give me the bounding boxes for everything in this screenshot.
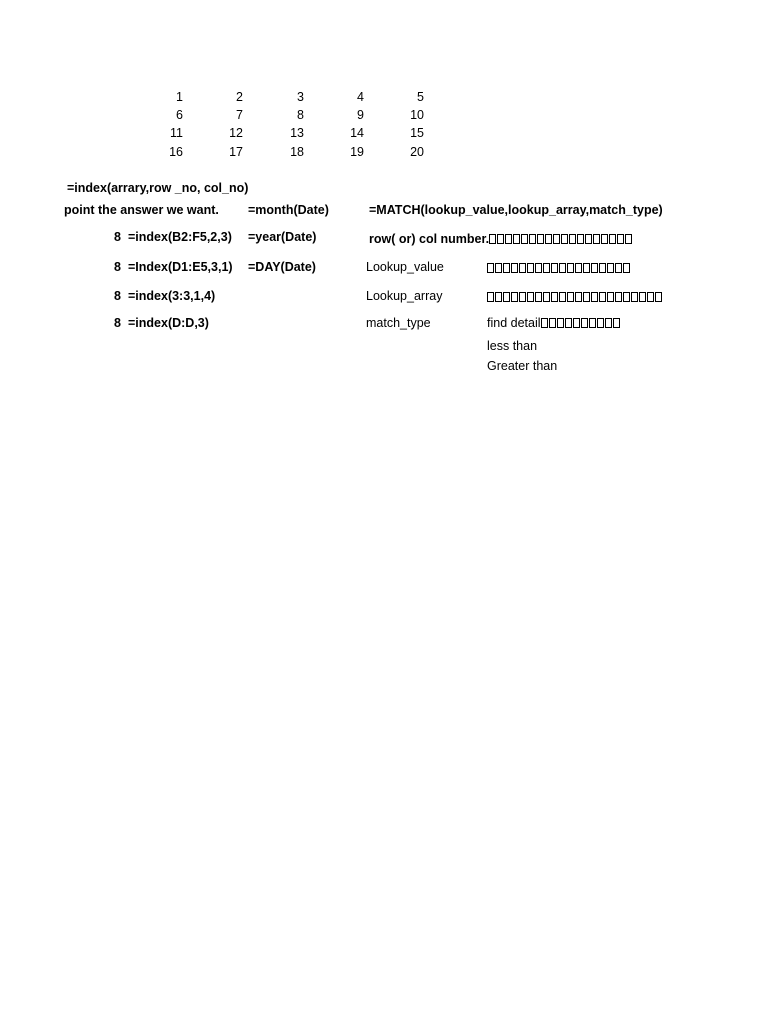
missing-glyph-box xyxy=(581,318,588,328)
missing-glyph-box xyxy=(601,234,608,244)
missing-glyph-box xyxy=(511,292,518,302)
missing-glyph-box xyxy=(585,234,592,244)
missing-glyph-box xyxy=(503,292,510,302)
missing-glyph-box xyxy=(605,318,612,328)
grid-cell: 11 xyxy=(170,126,183,140)
grid-cell: 10 xyxy=(410,108,424,122)
missing-glyph-box xyxy=(513,234,520,244)
missing-glyph-box xyxy=(495,292,502,302)
missing-glyph-box xyxy=(535,292,542,302)
missing-glyph-box xyxy=(565,318,572,328)
grid-cell: 1 xyxy=(176,90,183,104)
grid-cell: 12 xyxy=(229,126,243,140)
match-greater-than: Greater than xyxy=(487,359,558,373)
missing-glyph-box xyxy=(495,263,502,273)
missing-glyph-box xyxy=(487,292,494,302)
match-syntax: =MATCH(lookup_value,lookup_array,match_type) xyxy=(369,203,663,217)
missing-glyph-box xyxy=(591,263,598,273)
index-result: 8 xyxy=(114,316,121,330)
grid-cell: 13 xyxy=(290,126,304,140)
missing-glyph-box xyxy=(623,292,630,302)
missing-glyph-box xyxy=(551,263,558,273)
missing-glyph-box xyxy=(597,318,604,328)
missing-glyph-box xyxy=(535,263,542,273)
missing-glyph-box xyxy=(591,292,598,302)
grid-cell: 14 xyxy=(350,126,364,140)
param-lookup-array-desc xyxy=(487,289,663,305)
missing-glyph-box xyxy=(543,263,550,273)
date-function: =month(Date) xyxy=(248,203,329,217)
missing-glyph-box xyxy=(615,263,622,273)
missing-glyph-box xyxy=(553,234,560,244)
missing-glyph-box xyxy=(559,263,566,273)
missing-glyph-box xyxy=(569,234,576,244)
missing-glyph-box xyxy=(575,263,582,273)
index-formula: =Index(D1:E5,3,1) xyxy=(128,260,233,274)
grid-cell: 8 xyxy=(297,108,304,122)
missing-glyph-box xyxy=(583,292,590,302)
missing-glyph-box xyxy=(615,292,622,302)
grid-cell: 3 xyxy=(297,90,304,104)
missing-glyph-box xyxy=(557,318,564,328)
missing-glyph-box xyxy=(567,292,574,302)
index-syntax: =index(arrary,row _no, col_no) xyxy=(67,181,249,195)
match-less-than: less than xyxy=(487,339,538,353)
row-col-label xyxy=(369,231,633,247)
missing-glyph-box xyxy=(521,234,528,244)
index-note: point the answer we want. xyxy=(64,203,219,217)
index-formula: =index(B2:F5,2,3) xyxy=(128,230,232,244)
placeholder-glyphs xyxy=(487,260,631,276)
missing-glyph-box xyxy=(489,234,496,244)
missing-glyph-box xyxy=(639,292,646,302)
missing-glyph-box xyxy=(613,318,620,328)
grid-cell: 15 xyxy=(410,126,424,140)
missing-glyph-box xyxy=(607,263,614,273)
missing-glyph-box xyxy=(623,263,630,273)
row-col-text: row( or) col number. xyxy=(369,232,490,246)
placeholder-glyphs xyxy=(487,289,663,305)
index-result: 8 xyxy=(114,289,121,303)
missing-glyph-box xyxy=(609,234,616,244)
missing-glyph-box xyxy=(583,263,590,273)
grid-cell: 9 xyxy=(357,108,364,122)
missing-glyph-box xyxy=(543,292,550,302)
missing-glyph-box xyxy=(593,234,600,244)
missing-glyph-box xyxy=(561,234,568,244)
missing-glyph-box xyxy=(551,292,558,302)
missing-glyph-box xyxy=(519,263,526,273)
param-lookup-array: Lookup_array xyxy=(366,289,443,303)
index-formula: =index(D:D,3) xyxy=(128,316,209,330)
date-function: =year(Date) xyxy=(248,230,317,244)
missing-glyph-box xyxy=(607,292,614,302)
index-result: 8 xyxy=(114,230,121,244)
index-formula: =index(3:3,1,4) xyxy=(128,289,216,303)
grid-cell: 18 xyxy=(290,145,304,159)
param-match-type-desc xyxy=(487,315,621,331)
missing-glyph-box xyxy=(577,234,584,244)
grid-cell: 17 xyxy=(229,145,243,159)
missing-glyph-box xyxy=(537,234,544,244)
missing-glyph-box xyxy=(511,263,518,273)
grid-cell: 19 xyxy=(350,145,364,159)
grid-cell: 5 xyxy=(417,90,424,104)
param-match-type: match_type xyxy=(366,316,431,330)
grid-cell: 20 xyxy=(410,145,424,159)
missing-glyph-box xyxy=(505,234,512,244)
grid-cell: 2 xyxy=(236,90,243,104)
missing-glyph-box xyxy=(497,234,504,244)
missing-glyph-box xyxy=(599,292,606,302)
missing-glyph-box xyxy=(617,234,624,244)
index-result: 8 xyxy=(114,260,121,274)
grid-cell: 4 xyxy=(357,90,364,104)
missing-glyph-box xyxy=(567,263,574,273)
param-lookup-value-desc xyxy=(487,260,631,276)
placeholder-glyphs xyxy=(541,315,621,331)
placeholder-glyphs xyxy=(489,231,633,247)
grid-cell: 16 xyxy=(169,145,183,159)
missing-glyph-box xyxy=(549,318,556,328)
missing-glyph-box xyxy=(503,263,510,273)
missing-glyph-box xyxy=(559,292,566,302)
missing-glyph-box xyxy=(527,263,534,273)
missing-glyph-box xyxy=(655,292,662,302)
missing-glyph-box xyxy=(631,292,638,302)
missing-glyph-box xyxy=(529,234,536,244)
match-type-detail: find detail xyxy=(487,316,541,330)
missing-glyph-box xyxy=(599,263,606,273)
date-function: =DAY(Date) xyxy=(248,260,316,274)
missing-glyph-box xyxy=(573,318,580,328)
grid-cell: 6 xyxy=(176,108,183,122)
missing-glyph-box xyxy=(487,263,494,273)
missing-glyph-box xyxy=(589,318,596,328)
missing-glyph-box xyxy=(575,292,582,302)
missing-glyph-box xyxy=(545,234,552,244)
missing-glyph-box xyxy=(647,292,654,302)
grid-cell: 7 xyxy=(236,108,243,122)
missing-glyph-box xyxy=(527,292,534,302)
missing-glyph-box xyxy=(519,292,526,302)
missing-glyph-box xyxy=(625,234,632,244)
param-lookup-value: Lookup_value xyxy=(366,260,444,274)
missing-glyph-box xyxy=(541,318,548,328)
